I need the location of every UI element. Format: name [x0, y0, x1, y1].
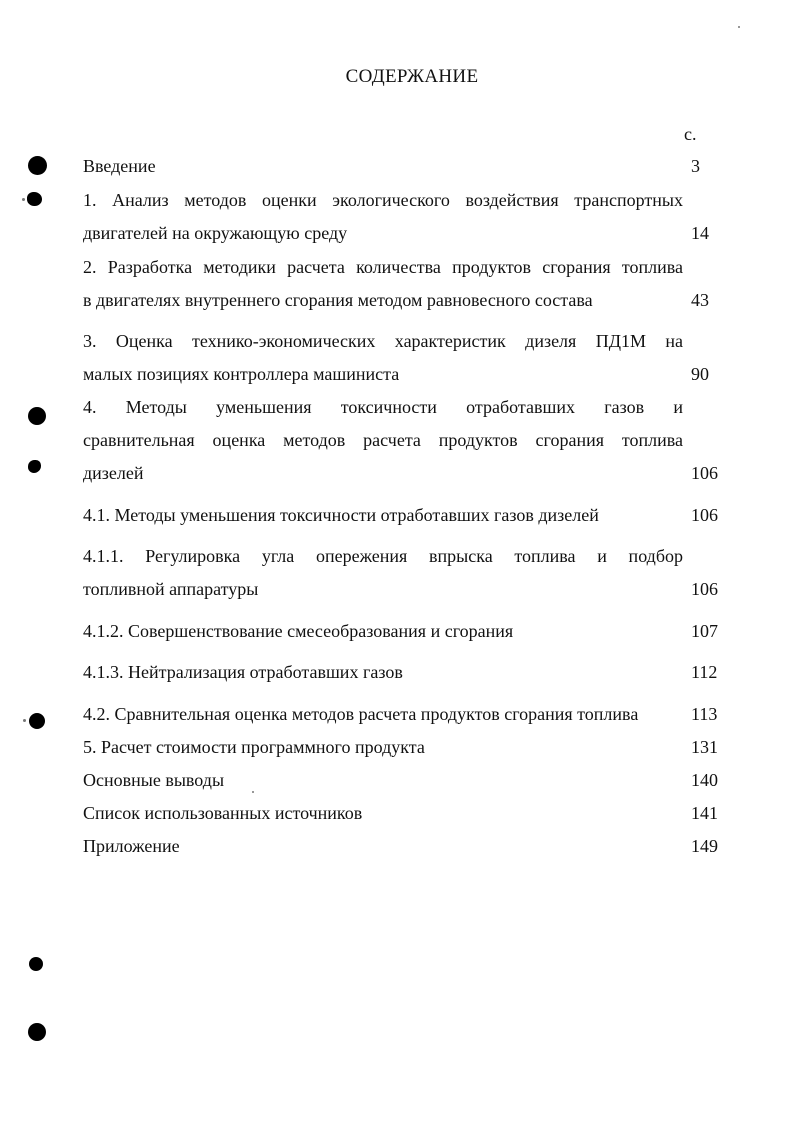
- toc-entry-text: 4.1. Методы уменьшения токсичности отработавших газов дизелей 106: [83, 499, 683, 532]
- toc-entry-text: в двигателях внутреннего сгорания методом равновесного состава 43: [83, 284, 683, 317]
- toc-entry-section-4-1-3: [83, 656, 723, 689]
- toc-entry-chapter-5: [83, 731, 723, 764]
- page-column-label: с.: [684, 124, 697, 144]
- toc-page-number: 113: [691, 704, 718, 724]
- scan-speck: [22, 198, 25, 201]
- toc-entry-text: Введение 3: [83, 150, 683, 183]
- punch-hole-mark: [28, 156, 47, 175]
- toc-page-number: 149: [691, 836, 718, 856]
- toc-entry-appendix: [83, 830, 723, 863]
- toc-entry-text: 4.1.2. Совершенствование смесеобразования и сгорания 107: [83, 615, 683, 648]
- punch-hole-mark: [28, 460, 41, 473]
- toc-entry-text: Список использованных источников 141: [83, 797, 683, 830]
- punch-hole-mark: [29, 713, 45, 729]
- toc-page-number: 43: [691, 290, 709, 310]
- toc-entry-text: 3. Оценка технико-экономических характеристик дизеля ПД1М на: [83, 331, 683, 351]
- scan-speck: [252, 791, 254, 793]
- toc-page-number: 106: [691, 463, 718, 483]
- punch-hole-mark: [27, 192, 42, 206]
- toc-entry-conclusions: [83, 764, 723, 797]
- toc-page-number: 90: [691, 364, 709, 384]
- toc-page-number: 3: [691, 156, 700, 176]
- toc-entry-text: сравнительная оценка методов расчета продуктов сгорания топлива: [83, 430, 683, 450]
- toc-page-number: 107: [691, 621, 718, 641]
- toc-entry-chapter-4: [83, 391, 723, 490]
- toc-page-number: 106: [691, 579, 718, 599]
- toc-page-number: 112: [691, 662, 718, 682]
- toc-entry-introduction: [83, 150, 723, 183]
- scan-speck: [23, 719, 26, 722]
- punch-hole-mark: [29, 957, 43, 971]
- punch-hole-mark: [28, 1023, 46, 1041]
- toc-entry-references: [83, 797, 723, 830]
- toc-entry-section-4-1-2: [83, 615, 723, 648]
- toc-entry-text: 4. Методы уменьшения токсичности отработавших газов и: [83, 397, 683, 417]
- toc-page-number: 131: [691, 737, 718, 757]
- toc-page-number: 106: [691, 505, 718, 525]
- toc-entry-text: Основные выводы 140: [83, 764, 683, 797]
- toc-entry-text: 4.2. Сравнительная оценка методов расчета продуктов сгорания топлива 113: [83, 698, 683, 731]
- toc-entry-text: 4.1.3. Нейтрализация отработавших газов 112: [83, 656, 683, 689]
- toc-page-number: 140: [691, 770, 718, 790]
- toc-page-number: 14: [691, 223, 709, 243]
- toc-entry-chapter-3: [83, 325, 723, 391]
- toc-entry-text: 4.1.1. Регулировка угла опережения впрыска топлива и подбор: [83, 546, 683, 566]
- toc-entry-chapter-2: [83, 251, 723, 317]
- toc-entry-text: 5. Расчет стоимости программного продукта 131: [83, 731, 683, 764]
- page-title: СОДЕРЖАНИЕ: [345, 66, 479, 87]
- scan-speck: [738, 26, 740, 28]
- toc-entry-text: дизелей 106: [83, 457, 683, 490]
- toc-entry-text: Приложение 149: [83, 830, 683, 863]
- toc-entry-text: малых позициях контроллера машиниста 90: [83, 358, 683, 391]
- toc-entry-section-4-2: [83, 698, 723, 731]
- toc-entry-section-4-1-1: [83, 540, 723, 606]
- punch-hole-mark: [28, 407, 46, 425]
- toc-entry-section-4-1: [83, 499, 723, 532]
- toc-entry-text: топливной аппаратуры 106: [83, 573, 683, 606]
- toc-page-number: 141: [691, 803, 718, 823]
- toc-entry-text: двигателей на окружающую среду 14: [83, 217, 683, 250]
- toc-entry-text: 2. Разработка методики расчета количества продуктов сгорания топлива: [83, 257, 683, 277]
- toc-entry-text: 1. Анализ методов оценки экологического воздействия транспортных: [83, 190, 683, 210]
- toc-entry-chapter-1: [83, 184, 723, 250]
